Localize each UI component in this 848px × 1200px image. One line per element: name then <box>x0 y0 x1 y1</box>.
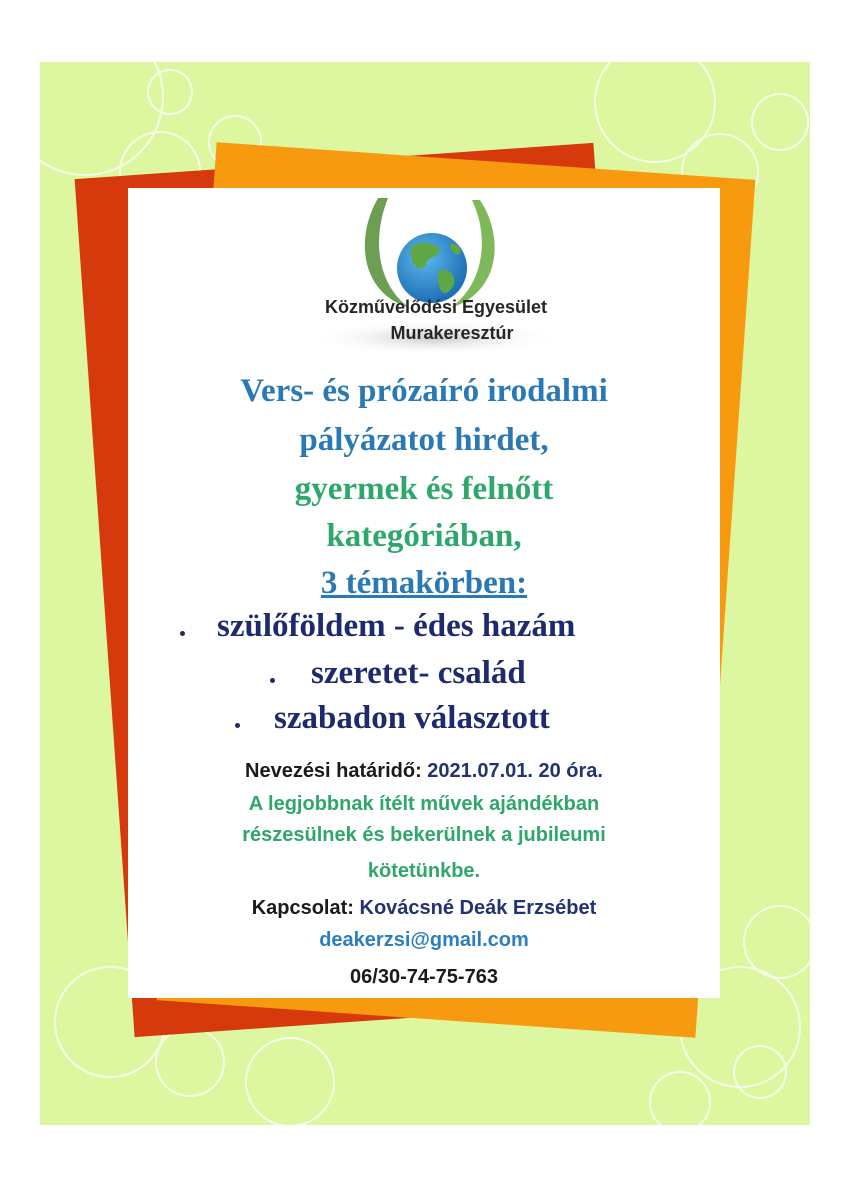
bullet-dot-icon <box>235 723 240 728</box>
bullet-dot-icon <box>270 678 275 683</box>
deadline-line <box>128 760 720 783</box>
topics-heading <box>128 565 720 601</box>
contact-name: Kovácsné Deák Erzsébet <box>359 897 597 919</box>
organization-name: Közművelődési Egyesület <box>324 297 548 317</box>
contact-email-link[interactable]: deakerzsi@gmail.com <box>319 929 529 951</box>
headline-line-1: Vers- és prózaíró irodalmi <box>240 373 608 409</box>
contact-phone: 06/30-74-75-763 <box>350 966 498 988</box>
deadline-label: Nevezési határidő: <box>245 760 422 782</box>
reward-line-3: kötetünkbe. <box>367 860 481 882</box>
topic-item-1: szülőföldem - édes hazám <box>217 608 576 644</box>
topic-item-2: szeretet- család <box>311 655 526 691</box>
headline-line-4: kategóriában, <box>326 518 522 554</box>
reward-line-1: A legjobbnak ítélt művek ajándékban <box>248 793 600 815</box>
headline-line-3: gyermek és felnőtt <box>294 471 554 507</box>
organization-town: Murakeresztúr <box>390 323 514 343</box>
topics-heading-text: 3 témakörben: <box>320 565 528 601</box>
contact-line <box>128 897 720 920</box>
bullet-dot-icon <box>180 631 185 636</box>
headline-line-2: pályázatot hirdet, <box>299 422 549 458</box>
reward-line-2: részesülnek és bekerülnek a jubileumi <box>242 824 606 846</box>
deadline-value: 2021.07.01. 20 óra. <box>427 760 603 782</box>
topic-item-3: szabadon választott <box>274 700 550 736</box>
contact-label: Kapcsolat: <box>251 897 354 919</box>
